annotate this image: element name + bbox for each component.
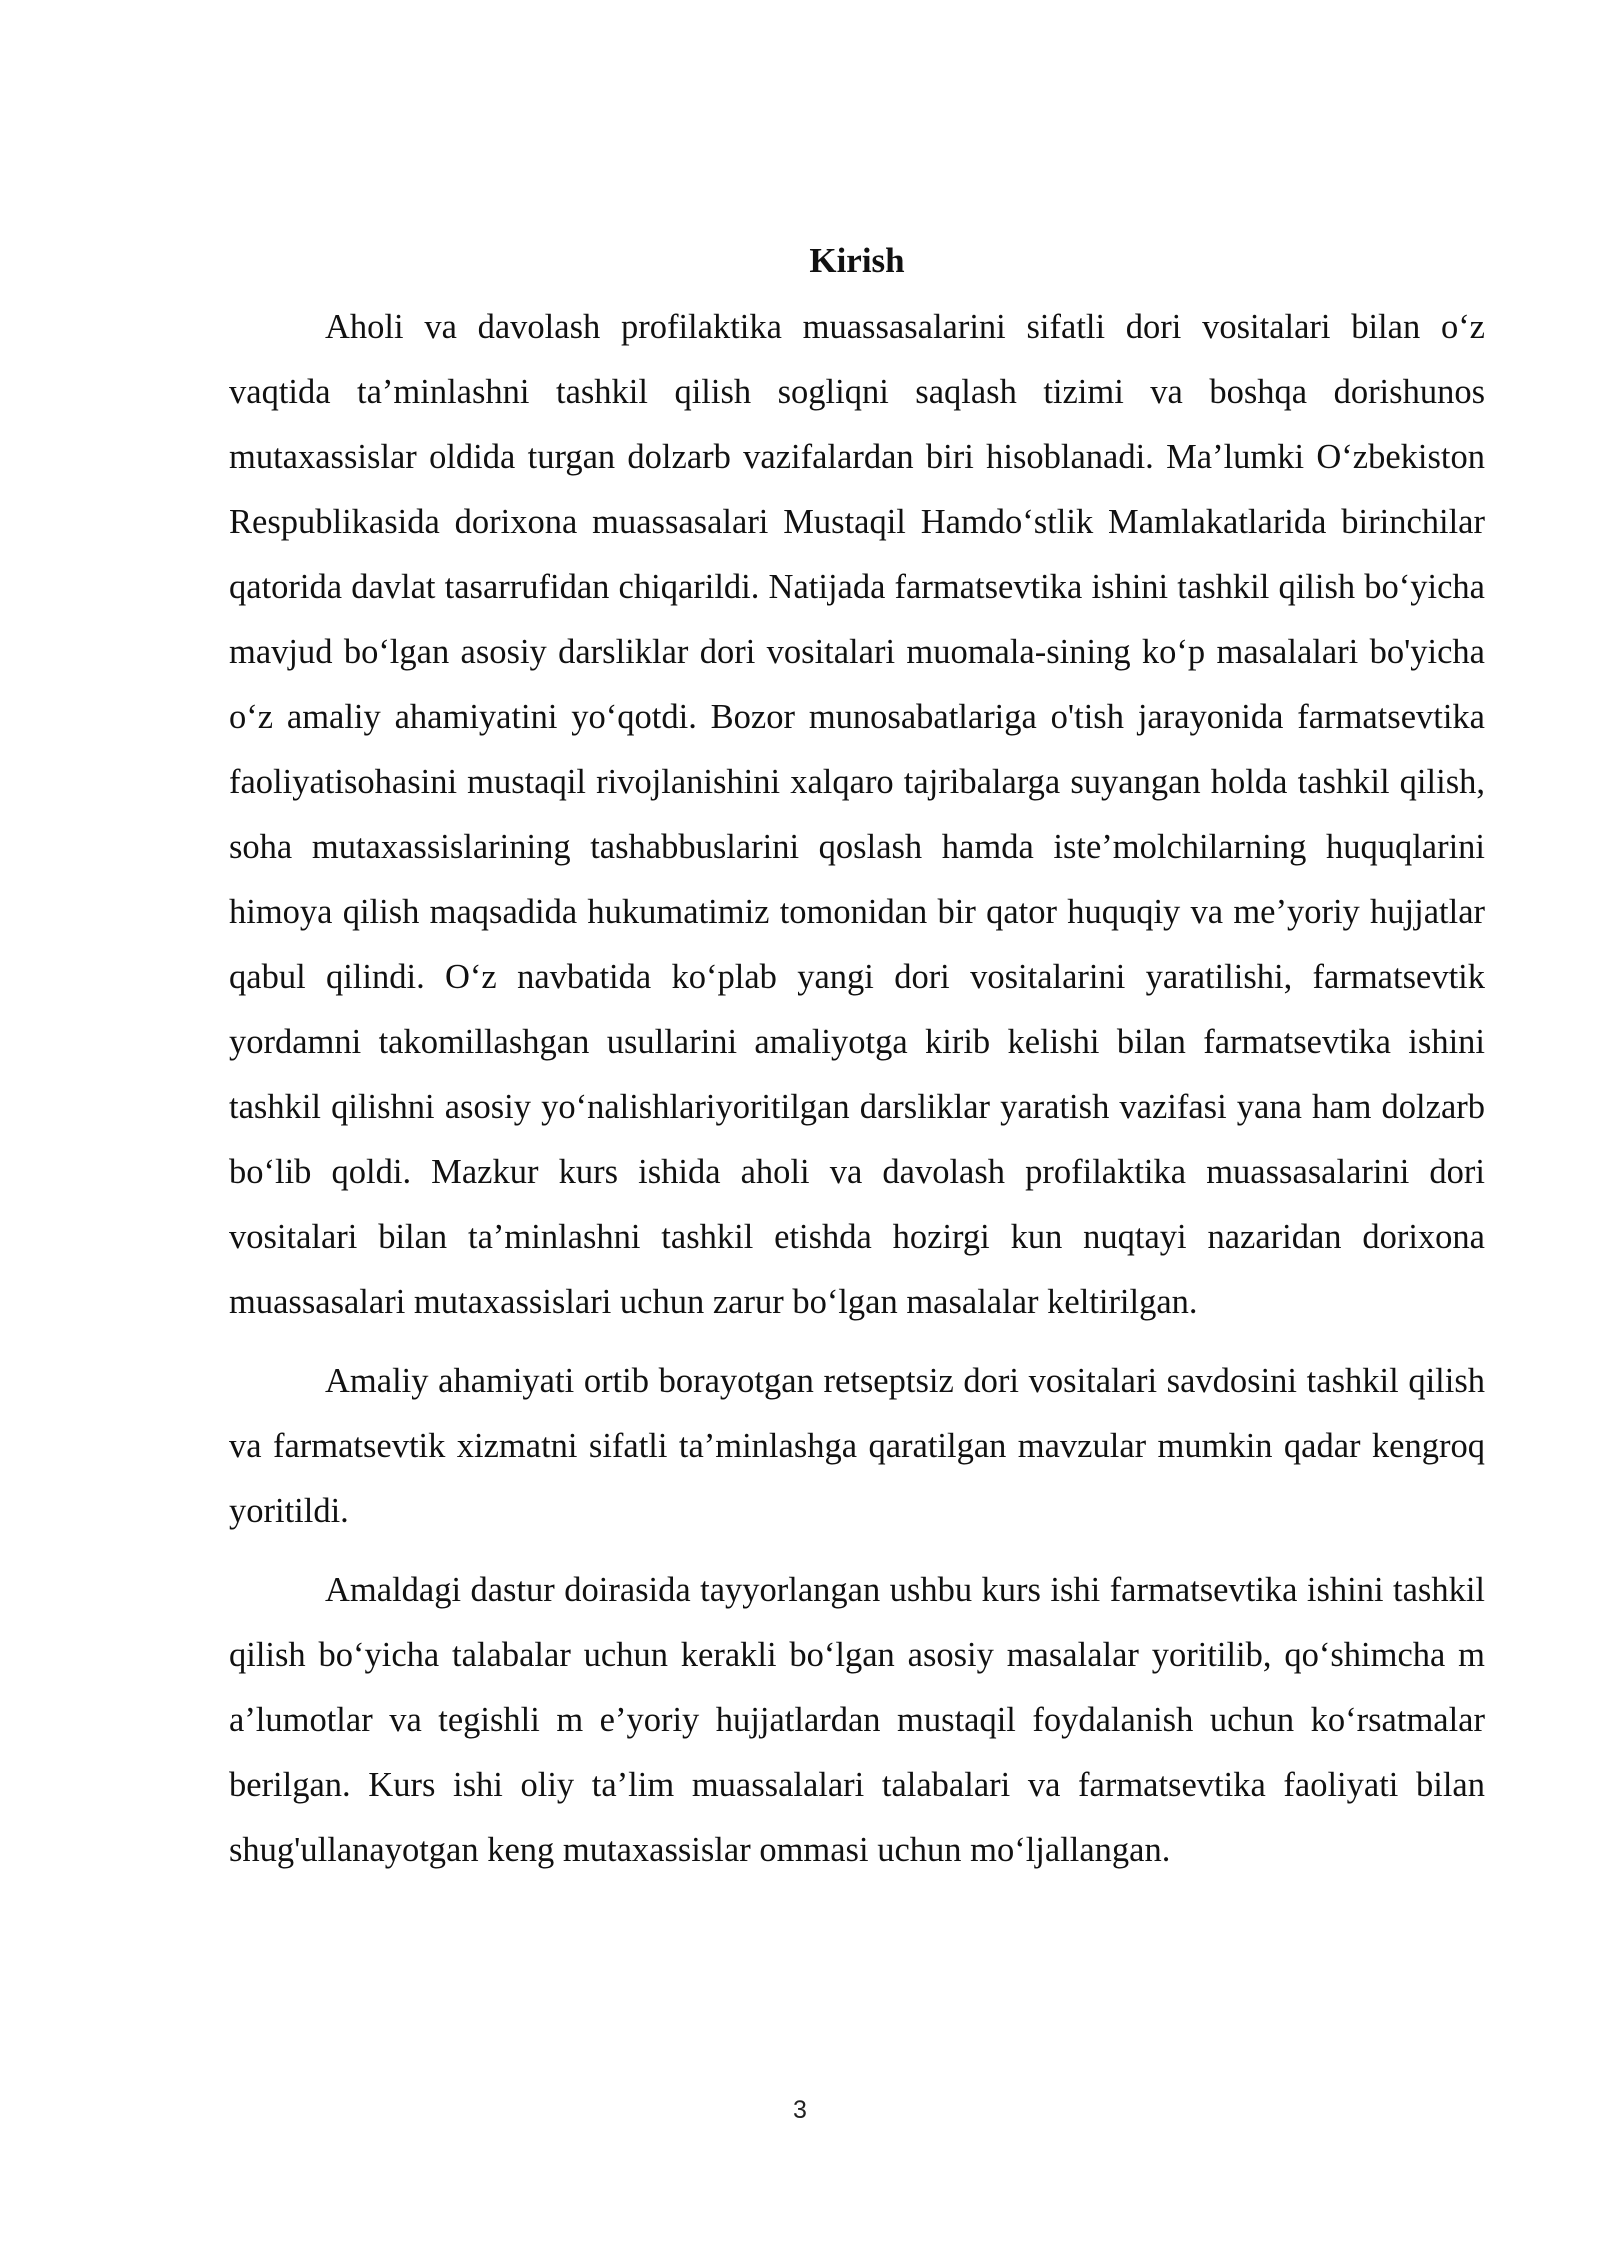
page-content xyxy=(229,232,1485,1897)
paragraph-practical-importance: Amaliy ahamiyati ortib borayotgan retseptsiz dori vositalari savdosini tashkil qilish va farmatsevtik xizmatni sifatli ta’minlashga qaratilgan mavzular mumkin qadar kengroq yoritildi. xyxy=(229,1362,1485,1530)
paragraph-intro: Aholi va davolash profilaktika muassasalarini sifatli dori vositalari bilan o‘z vaqtida ta’minlashni tashkil qilish sogliqni saqlash tizimi va boshqa dorishunos mutaxassislar oldida turgan dolzarb vazifalardan biri hisoblanadi. Ma’lumki O‘zbekiston Respublikasida dorixona muassasalari Mustaqil Hamdo‘stlik Mamlakatlarida birinchilar qatorida davlat tasarrufidan chiqarildi. Natijada farmatsevtika ishini tashkil qilish bo‘yicha mavjud bo‘lgan asosiy darsliklar dori vositalari muomala-sining ko‘p masalalari bo'yicha o‘z amaliy ahamiyatini yo‘qotdi. Bozor munosabatlariga o'tish jarayonida farmatsevtika faoliyatisohasini mustaqil rivojlanishini xalqaro tajribalarga suyangan holda tashkil qilish, soha mutaxassislarining tashabbuslarini qoslash hamda iste’molchilarning huquqlarini himoya qilish maqsadida hukumatimiz tomonidan bir qator huquqiy va me’yoriy hujjatlar qabul qilindi. O‘z navbatida ko‘plab yangi dori vositalarini yaratilishi, farmatsevtik yordamni takomillashgan usullarini amaliyotga kirib kelishi bilan farmatsevtika ishini tashkil qilishni asosiy yo‘nalishlariyoritilgan darsliklar yaratish vazifasi yana ham dolzarb bo‘lib qoldi. Mazkur kurs ishida aholi va davolash profilaktika muassasalarini dori vositalari bilan ta’minlashni tashkil etishda hozirgi kun nuqtayi nazaridan dorixona muassasalari mutaxassislari uchun zarur bo‘lgan masalalar keltirilgan. xyxy=(229,308,1485,1321)
paragraph-course-program: Amaldagi dastur doirasida tayyorlangan ushbu kurs ishi farmatsevtika ishini tashkil qilish bo‘yicha talabalar uchun kerakli bo‘lgan asosiy masalalar yoritilib, qo‘shimcha m a’lumotlar va tegishli m e’yoriy hujjatlardan mustaqil foydalanish uchun ko‘rsatmalar berilgan. Kurs ishi oliy ta’lim muassalalari talabalari va farmatsevtika faoliyati bilan shug'ullanayotgan keng mutaxassislar ommasi uchun mo‘ljallangan. xyxy=(229,1571,1485,1869)
section-title: Kirish xyxy=(809,241,905,280)
page-number: 3 xyxy=(793,2096,807,2124)
